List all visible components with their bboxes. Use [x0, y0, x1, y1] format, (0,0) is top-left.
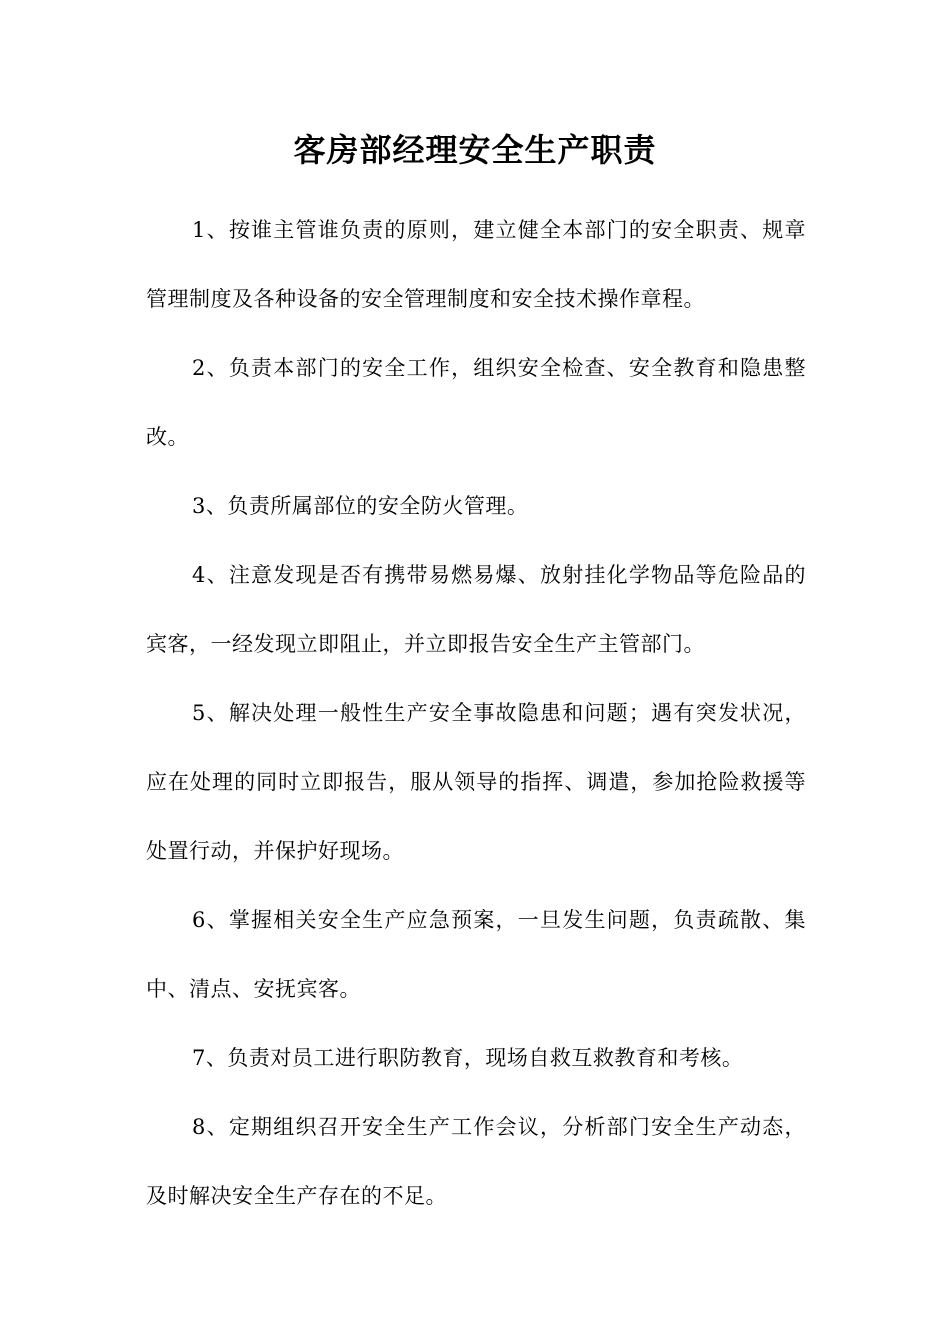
- duty-paragraph-3: 3、负责所属部位的安全防火管理。: [192, 494, 529, 518]
- duty-paragraph-1: 1、按谁主管谁负责的原则，建立健全本部门的安全职责、规章管理制度及各种设备的安全管理制度和安全技术操作章程。: [146, 218, 806, 311]
- duty-paragraph-5: 5、解决处理一般性生产安全事故隐患和问题；遇有突发状况，应在处理的同时立即报告，服从领导的指挥、调遣，参加抢险救援等处置行动，并保护好现场。: [146, 701, 806, 863]
- duty-paragraph-6: 6、掌握相关安全生产应急预案，一旦发生问题，负责疏散、集中、清点、安抚宾客。: [146, 908, 806, 1001]
- duty-paragraph-7: 7、负责对员工进行职防教育，现场自救互救教育和考核。: [192, 1046, 744, 1070]
- document-title: 客房部经理安全生产职责: [293, 131, 657, 169]
- duty-paragraph-2: 2、负责本部门的安全工作，组织安全检查、安全教育和隐患整改。: [146, 356, 806, 449]
- document-body: [146, 196, 806, 1231]
- duty-paragraph-4: 4、注意发现是否有携带易燃易爆、放射挂化学物品等危险品的宾客，一经发现立即阻止，并立即报告安全生产主管部门。: [146, 563, 806, 656]
- duty-paragraph-8: 8、定期组织召开安全生产工作会议，分析部门安全生产动态，及时解决安全生产存在的不足。: [146, 1115, 806, 1208]
